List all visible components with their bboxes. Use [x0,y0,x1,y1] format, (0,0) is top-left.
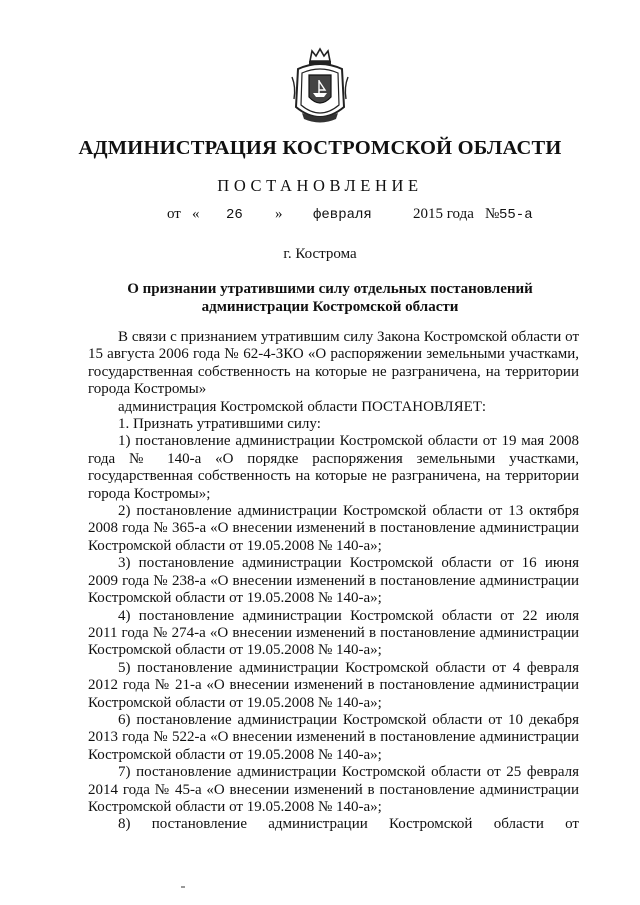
date-day: 26 [226,207,243,223]
subject-line-2: администрации Костромской области [201,299,459,315]
date-month: февраля [313,207,372,223]
date-from-label: от [167,206,181,222]
date-quote-open: « [192,206,200,222]
document-subject [110,280,550,316]
paragraph-subitem-6: 6) постановление администрации Костромской области от 10 декабря 2013 года № 522-а «О внесении изменений в постановление администрации Костромской области от 19.05.2008 № 140-а»; [88,711,579,763]
organization-title: АДМИНИСТРАЦИЯ КОСТРОМСКОЙ ОБЛАСТИ [78,137,562,159]
document-type: ПОСТАНОВЛЕНИЕ [217,176,423,195]
paragraph-subitem-3: 3) постановление администрации Костромской области от 16 июня 2009 года № 238-а «О внесении изменений в постановление администрации Костромской области от 19.05.2008 № 140-а»; [88,555,579,607]
document-body [88,329,579,834]
document-number: 55-а [499,207,533,223]
date-year: 2015 года [413,206,474,222]
scan-mark [181,886,185,888]
paragraph-subitem-8: 8) постановление администрации Костромской области от [118,816,579,833]
paragraph-item-1: 1. Признать утратившими силу: [118,416,321,433]
paragraph-subitem-7: 7) постановление администрации Костромской области от 25 февраля 2014 года № 45-а «О внесении изменений в постановление администрации Костромской области от 19.05.2008 № 140-а»; [88,764,579,815]
city-line: г. Кострома [283,246,357,262]
number-label: № [485,206,500,222]
coat-of-arms-icon [288,47,352,129]
paragraph-subitem-1: 1) постановление администрации Костромской области от 19 мая 2008 года № 140-а «О порядке распоряжения земельными участками, государственная собственность на которые не разграничена, на территории города Костромы»; [88,433,579,502]
date-quote-close: » [275,206,283,222]
paragraph-subitem-2: 2) постановление администрации Костромской области от 13 октября 2008 года № 365-а «О внесении изменений в постановление администрации Костромской области от 19.05.2008 № 140-а»; [88,503,579,554]
paragraph-subitem-4: 4) постановление администрации Костромской области от 22 июля 2011 года № 274-а «О внесении изменений в постановление администрации Костромской области от 19.05.2008 № 140-а»; [88,607,579,659]
paragraph-preamble: В связи с признанием утратившим силу Закона Костромской области от 15 августа 2006 года № 62-4-ЗКО «О распоряжении земельными участками, государственная собственность на которые не разграничена, на территории города Костромы» [88,329,579,398]
subject-line-1: О признании утратившими силу отдельных постановлений [127,281,533,297]
date-line [0,206,640,228]
paragraph-resolves: администрация Костромской области ПОСТАНОВЛЯЕТ: [118,398,487,415]
paragraph-subitem-5: 5) постановление администрации Костромской области от 4 февраля 2012 года № 21-а «О внесении изменений в постановление администрации Костромской области от 19.05.2008 № 140-а»; [88,659,579,711]
